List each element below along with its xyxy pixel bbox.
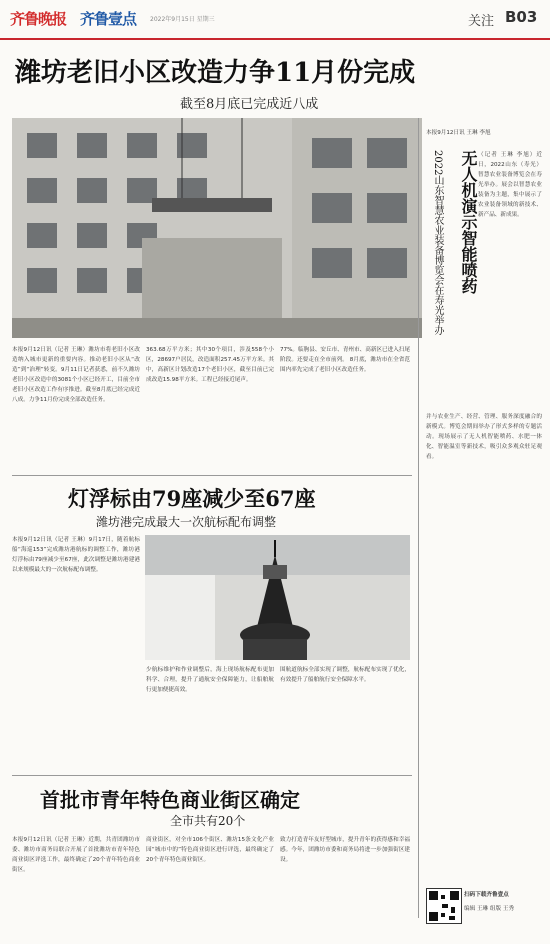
section-label: 关注	[468, 14, 495, 29]
story4-col1: 本报9月12日讯（记者 王琳）近期，共青团潍坊市委、潍坊市商务局联合开展了首批潍坊市青年特色商业街区评选工作，最终确定了20个青年特色商业街区。	[12, 837, 140, 873]
story3-col2: 少航标维护和作业调整后，海上现场航标配布更加科学、合理，提升了通航安全保障能力，让船舶航行更加便捷高效。	[146, 667, 274, 693]
story3-col3: 围航道航标全部实现了调整，航标配布实现了优化，有效提升了船舶航行安全保障水平。	[280, 667, 410, 683]
subhead-old-community: 截至8月底已完成近八成	[180, 97, 319, 112]
story2-headline: 无人机演示智能喷药	[459, 150, 478, 294]
section-rule	[12, 475, 412, 476]
column-divider	[418, 118, 419, 918]
headline-old-community: 潍坊老旧小区改造力争11月份完成	[15, 58, 416, 88]
page-number: B03	[505, 8, 538, 26]
masthead-logo-sub: 齐鲁壹点	[80, 10, 137, 28]
editor-line: 编辑 王琳 组版 王秀	[464, 906, 515, 912]
story2-body: （记者 王琳 李旭）近日，2022山东（寿光）智慧农业装备博览会在寿光举办。展会以智慧农业装备为主题，集中展示了农业装备领域的新技术、新产品、新成果。	[478, 152, 542, 218]
section-rule-2	[12, 775, 412, 776]
dateline: 2022年9月15日 星期三	[150, 16, 215, 23]
subhead-youth-street: 全市共有20个	[170, 814, 246, 828]
qr-code[interactable]	[426, 888, 462, 924]
story1-col1: 本报9月12日讯（记者 王琳）潍坊市将老旧小区改造纳入城市更新的重要内容。推动老旧小区从“改造”到“治理”转变。9月11日记者获悉，前不久潍坊老旧小区改造中的3081个小区已经开工，目前全市老旧小区改造工作有序推进。截至8月底已经完成近八成。力争11月份完成全部改造任务。	[12, 347, 140, 403]
scan-label: 扫码下载齐鲁壹点	[464, 892, 509, 898]
story2-subhead: 2022山东智慧农业装备博览会在寿光举办	[432, 150, 443, 336]
story3-col1: 本报9月12日讯（记者 王琳）9月17日，随着航标船“海巡153”完成潍坊港航标的调整工作，潍坊港灯浮标由79座减少至67座，此次调整是潍坊港建港以来规模最大的一次航标配布调整。	[12, 537, 140, 573]
buoy-photo	[145, 535, 410, 660]
subhead-buoy: 潍坊港完成最大一次航标配布调整	[96, 515, 277, 529]
headline-youth-street: 首批市青年特色商业街区确定	[40, 788, 300, 812]
headline-buoy: 灯浮标由79座减少至67座	[68, 486, 316, 511]
story2-body-2: 并与农业生产、经营、管理、服务深度融合的新模式。博览会期间举办了形式多样的专题活动。现场展示了无人机智能喷药、水肥一体化、智能温室等新技术，吸引众多观众驻足观看。	[426, 414, 542, 460]
story1-col3: 77%。临朐县、安丘市、青州市、高新区已进入扫尾阶段。还要走在全市前列。 8月底，潍坊市在全省范围内率先完成了老旧小区改造任务。	[280, 347, 410, 373]
story4-col3: 致力打造青年友好型城市，提升青年的获得感和幸福感。今年，团潍坊市委和商务局将进一步加强街区建设。	[280, 837, 410, 863]
story4-col2: 商业街区，对全市106个街区、潍坊15条文化产业园“城市中的”特色商业街区进行评选，最终确定了20个青年特色商业街区。	[146, 837, 274, 863]
building-photo	[12, 118, 422, 338]
masthead-logo: 齐鲁晚报	[10, 10, 67, 28]
story1-col2: 363.68万平方米；其中30个项目，涉及558个小区，28697户居民，改造面积257.45万平方米。其中，高新区计划改造17个老旧小区，截至目前已完成改造15.98平方米。工程已经接近尾声。	[146, 347, 274, 383]
story2-byline: 本报9月12日讯 王琳 李旭	[426, 130, 491, 136]
